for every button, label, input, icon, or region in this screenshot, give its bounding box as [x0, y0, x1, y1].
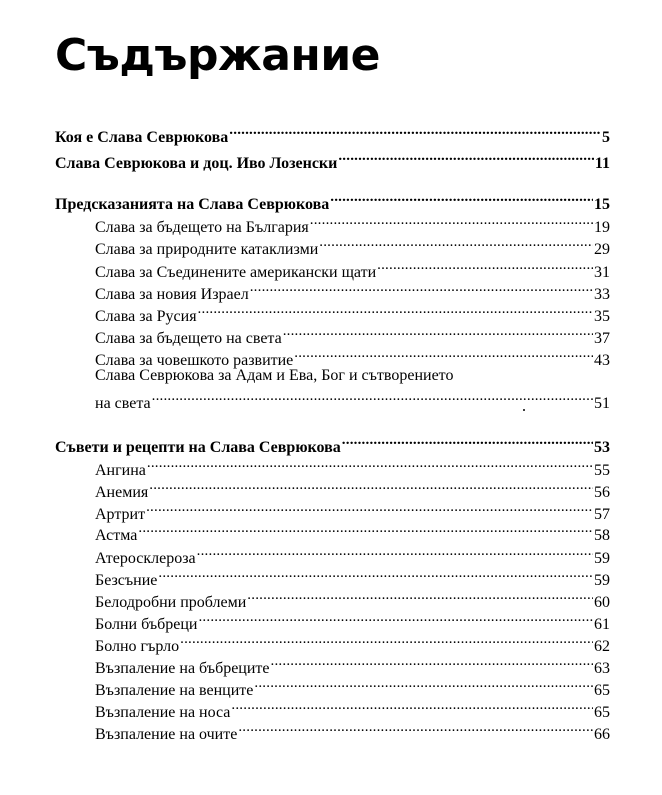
dot-leader	[146, 497, 593, 519]
toc-entry-page: 31	[594, 264, 610, 281]
toc-entry-page: 55	[594, 462, 610, 479]
toc-entry[interactable]	[55, 120, 610, 146]
toc-entry-page: 35	[594, 308, 610, 325]
toc-entry-label: Слава Севрюкова и доц. Иво Лозенски	[55, 155, 338, 172]
toc-entry-label: Болни бъбреци	[95, 616, 198, 633]
toc-entry-page: 61	[594, 616, 610, 633]
toc-entry-label: Артрит	[95, 506, 146, 523]
toc-entry[interactable]	[95, 695, 610, 721]
dot-leader	[310, 210, 593, 232]
dot-leader	[250, 277, 593, 299]
toc-entry-page: 59	[594, 572, 610, 589]
toc-entry-page: 63	[594, 660, 610, 677]
toc-entry-page: 29	[594, 241, 610, 258]
toc-entry[interactable]	[95, 232, 610, 258]
page-title: Съдържание	[55, 30, 380, 81]
toc-entry-page: 53	[594, 439, 610, 456]
toc-entry[interactable]	[95, 541, 610, 567]
toc-entry-label: Възпаление на бъбреците	[95, 660, 270, 677]
toc-entry[interactable]	[95, 299, 610, 325]
toc-entry-page: 15	[594, 196, 610, 213]
toc-entry-page: 65	[594, 682, 610, 699]
toc-entry-page: 33	[594, 286, 610, 303]
dot-leader	[229, 120, 601, 142]
toc-entry-label: Възпаление на носа	[95, 704, 231, 721]
toc-entry-label: Слава за природните катаклизми	[95, 241, 319, 258]
toc-entry[interactable]	[95, 585, 610, 611]
toc-entry-page: 5	[602, 129, 610, 146]
toc-entry-label: Слава за човешкото развитие	[95, 352, 294, 369]
toc-entry-label: Безсъние	[95, 572, 158, 589]
toc-entry[interactable]	[95, 607, 610, 633]
toc-entry[interactable]	[95, 386, 610, 412]
dot-leader	[198, 299, 593, 321]
toc-entry-page: 43	[594, 352, 610, 369]
toc-entry-label: Възпаление на венците	[95, 682, 254, 699]
toc-entry-label: Белодробни проблеми	[95, 594, 247, 611]
toc-entry-page: 11	[594, 155, 610, 172]
toc-entry-page: 62	[594, 638, 610, 655]
dot-leader	[247, 585, 593, 607]
dot-leader	[294, 343, 593, 365]
dot-leader	[330, 187, 593, 209]
toc-entry[interactable]	[95, 518, 610, 544]
toc-entry[interactable]	[95, 277, 610, 303]
toc-entry[interactable]	[95, 453, 610, 479]
print-speck	[523, 409, 525, 411]
toc-entry-label: Астма	[95, 527, 138, 544]
toc-entry[interactable]	[95, 210, 610, 236]
toc-entry-label: Предсказанията на Слава Севрюкова	[55, 196, 330, 213]
toc-entry-page: 66	[594, 726, 610, 743]
dot-leader	[254, 673, 593, 695]
dot-leader	[319, 232, 593, 254]
toc-entry[interactable]	[95, 343, 610, 369]
toc-entry-page: 56	[594, 484, 610, 501]
dot-leader	[147, 453, 593, 475]
toc-entry-label: Атеросклероза	[95, 550, 196, 567]
dot-leader	[377, 255, 593, 277]
toc-entry-page: 58	[594, 527, 610, 544]
dot-leader	[180, 629, 593, 651]
toc-entry-page: 59	[594, 550, 610, 567]
toc-entry-label: Възпаление на очите	[95, 726, 238, 743]
toc-entry-page: 65	[594, 704, 610, 721]
toc-entry-label: Слава за бъдещето на света	[95, 330, 282, 347]
toc-entry-page: 37	[594, 330, 610, 347]
toc-entry-label: Съвети и рецепти на Слава Севрюкова	[55, 439, 341, 456]
dot-leader	[271, 651, 593, 673]
toc-entry-label: Анемия	[95, 484, 149, 501]
toc-entry-label: на света	[95, 395, 151, 412]
toc-entry[interactable]	[95, 563, 610, 589]
toc-entry-label: Слава за бъдещето на България	[95, 219, 309, 236]
toc-entry[interactable]	[55, 187, 610, 213]
toc-entry-label: Ангина	[95, 462, 146, 479]
dot-leader	[198, 607, 593, 629]
dot-leader	[152, 386, 593, 408]
toc-entry[interactable]	[55, 430, 610, 456]
dot-leader	[138, 518, 593, 540]
toc-entry[interactable]	[95, 629, 610, 655]
dot-leader	[197, 541, 593, 563]
toc-entry-label: Слава за Русия	[95, 308, 197, 325]
toc-entry-page: 19	[594, 219, 610, 236]
toc-entry[interactable]	[95, 673, 610, 699]
dot-leader	[231, 695, 593, 717]
dot-leader	[149, 475, 593, 497]
toc-entry[interactable]	[95, 321, 610, 347]
dot-leader	[158, 563, 593, 585]
toc-entry-label-line1: Слава Севрюкова за Адам и Ева, Бог и сътворението	[95, 367, 454, 384]
toc-entry[interactable]	[95, 651, 610, 677]
toc-entry-page: 60	[594, 594, 610, 611]
toc-entry[interactable]	[95, 497, 610, 523]
toc-entry-label: Болно гърло	[95, 638, 180, 655]
toc-entry-label: Коя е Слава Севрюкова	[55, 129, 229, 146]
dot-leader	[338, 146, 594, 168]
toc-entry[interactable]	[95, 717, 610, 743]
dot-leader	[283, 321, 593, 343]
toc-entry-label: Слава за Съединените американски щати	[95, 264, 377, 281]
toc-entry[interactable]	[55, 146, 610, 172]
toc-entry[interactable]	[95, 255, 610, 281]
dot-leader	[342, 430, 593, 452]
dot-leader	[238, 717, 593, 739]
toc-entry-label: Слава за новия Израел	[95, 286, 249, 303]
toc-entry[interactable]	[95, 475, 610, 501]
toc-entry-page: 57	[594, 506, 610, 523]
toc-entry-page: 51	[594, 395, 610, 412]
